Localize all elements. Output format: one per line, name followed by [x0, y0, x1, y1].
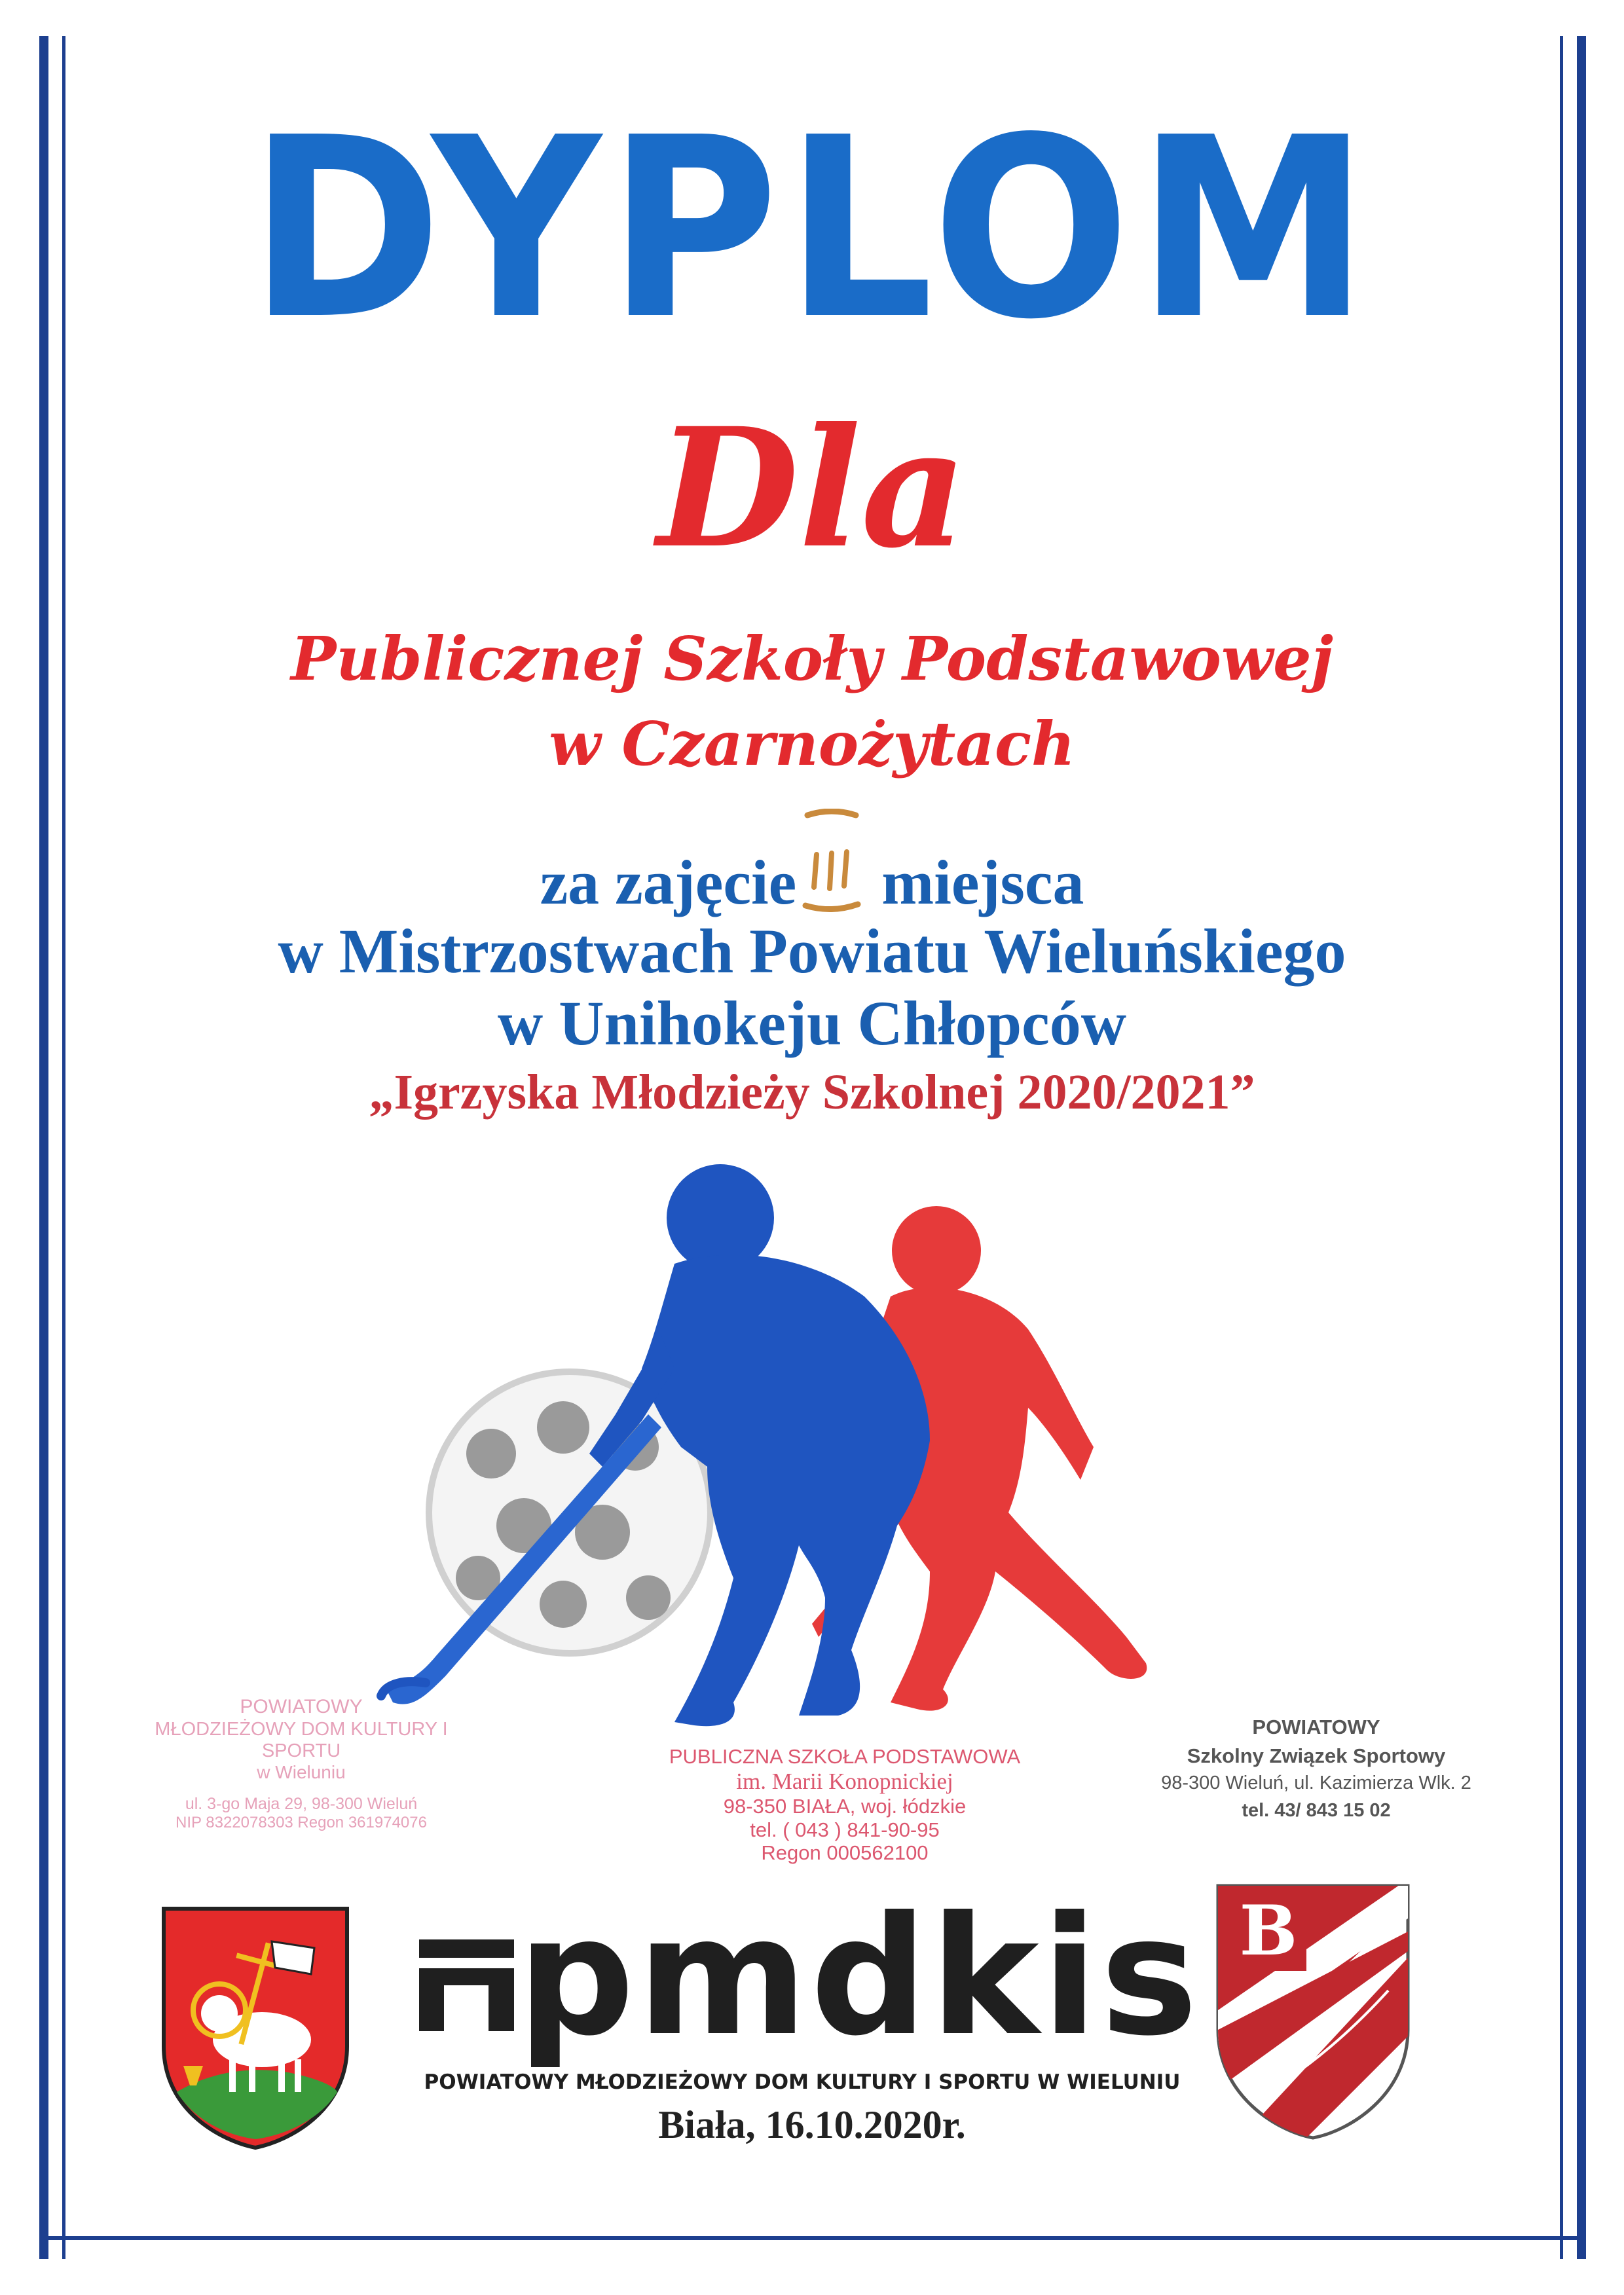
recipient-line-1: Publicznej Szkoły Podstawowej: [291, 623, 1333, 694]
pmdkis-logo: [419, 1881, 1201, 2094]
handwritten-place: [802, 809, 861, 913]
place-and-date: Biała, 16.10.2020r.: [658, 2103, 966, 2146]
pmdkis-caption: POWIATOWY MŁODZIEŻOWY DOM KULTURY I SPORTU W WIELUNIU: [424, 2070, 1181, 2094]
pmdkis-house-icon: [419, 1939, 514, 2031]
floorball-players-illustration: [367, 1139, 1244, 1781]
shield-letter: B: [1239, 1890, 1298, 1971]
event-line-3: „Igrzyska Młodzieży Szkolnej 2020/2021”: [369, 1065, 1255, 1120]
biala-shield-icon: [1211, 1879, 1414, 2141]
event-line-2: w Unihokeju Chłopców: [497, 988, 1127, 1058]
event-line-1: w Mistrzostwach Powiatu Wieluńskiego: [278, 916, 1346, 986]
stamp-szs: POWIATOWY Szkolny Związek Sportowy 98-300 Wieluń, ul. Kazimierza Wlk. 2 tel. 43/ 843 15 02: [1161, 1716, 1471, 1821]
recipient-line-2: w Czarnożytach: [549, 708, 1075, 779]
place-suffix: miejsca: [881, 847, 1084, 917]
for-label: Dla: [657, 392, 967, 584]
place-prefix: za zajęcie: [540, 847, 797, 917]
stamp-pmdkis: POWIATOWY MŁODZIEŻOWY DOM KULTURY I SPORTU w Wieluniu ul. 3-go Maja 29, 98-300 Wieluń NIP 8322078303 Regon 361974076: [155, 1696, 448, 1832]
stamp-school-biala: PUBLICZNA SZKOŁA PODSTAWOWA im. Marii Konopnickiej 98-350 BIAŁA, woj. łódzkie tel. ( 043 ) 841-90-95 Regon 000562100: [669, 1745, 1021, 1865]
diploma-title: DYPLOM: [248, 84, 1376, 374]
pmdkis-wordmark: pmdkis: [517, 1881, 1201, 2072]
